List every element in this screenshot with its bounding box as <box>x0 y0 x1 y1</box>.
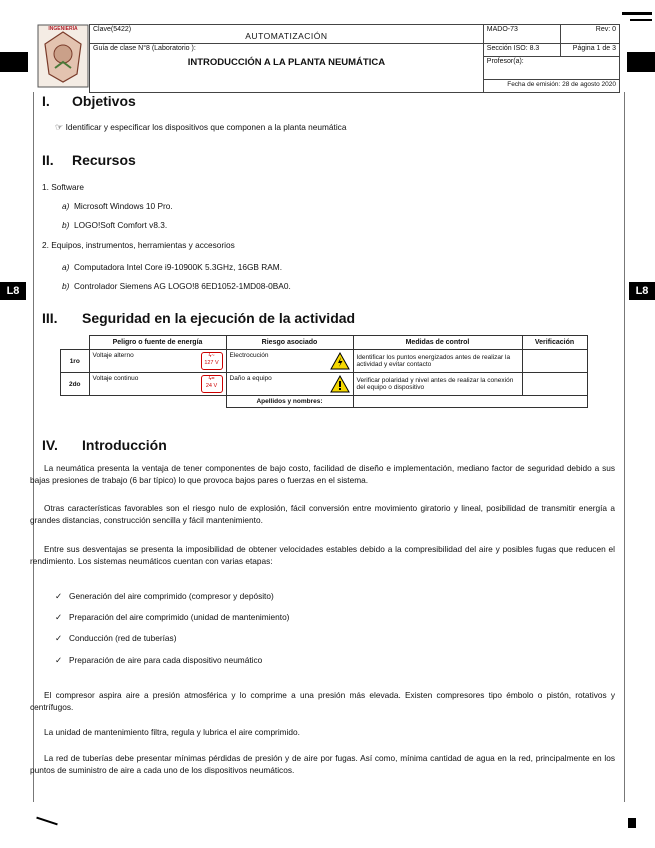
empty-header-cell <box>61 336 90 350</box>
paragraph-text: La neumática presenta la ventaja de tener componentes de bajo costo, facilidad de diseño e implementación, mediano factor de seguridad debido a sus bajas presiones de trabajo (6 bar típico) lo que provoca bajos pares o fuerzas en el sistema. <box>30 463 615 485</box>
section-iso: Sección ISO: 8.3 <box>486 45 540 52</box>
control-measure: Identificar los puntos energizados antes de realizar la actividad y evitar contacto <box>353 350 522 373</box>
item-letter: b) <box>62 220 70 230</box>
section-objectives-title <box>42 93 136 109</box>
risk-text: Daño a equipo <box>229 375 272 382</box>
objective-text: Identificar y especificar los dispositivos que componen a la planta neumática <box>65 122 347 132</box>
corner-mark-top-right <box>622 12 652 15</box>
lightning-icon: ϟ= <box>208 376 215 382</box>
energy-source: Voltaje alterno <box>92 352 134 359</box>
objective-item <box>55 121 346 133</box>
equipment-item <box>62 261 282 273</box>
side-tab-left: L8 <box>0 282 26 300</box>
subject-title: AUTOMATIZACIÓN <box>245 31 328 41</box>
table-row <box>61 350 588 373</box>
corner-mark-top-right-2 <box>630 19 652 21</box>
energy-source: Voltaje continuo <box>92 375 139 382</box>
section-number: I. <box>42 93 50 109</box>
energy-source-cell <box>89 350 226 373</box>
stage-item <box>55 612 289 622</box>
risk-cell <box>226 350 353 373</box>
corner-mark-bottom-left <box>36 817 58 826</box>
row-ordinal: 1ro <box>61 350 90 373</box>
page-border-right <box>624 92 625 802</box>
empty-cell <box>61 396 227 408</box>
names-field <box>353 396 587 408</box>
pointing-hand-icon: ☞ <box>55 122 66 132</box>
stage-item <box>55 655 262 665</box>
safety-table <box>60 335 588 408</box>
stage-text: Generación del aire comprimido (compresor y depósito) <box>69 591 274 601</box>
voltage-value: 24 V <box>205 383 218 389</box>
table-header: Medidas de control <box>353 336 522 350</box>
corner-bar-left <box>0 52 28 72</box>
check-icon: ✓ <box>55 612 62 622</box>
document-code: MADO-73 <box>486 26 518 33</box>
intro-paragraph <box>30 753 615 776</box>
intro-paragraph <box>30 463 615 486</box>
software-label: 1. Software <box>42 182 84 192</box>
paragraph-text: Otras características favorables son el riesgo nulo de explosión, fácil conversión entre movimiento giratorio y lineal, posibilidad de transmitir energía a grandes distancias, construcción sencilla y fácil mantenimiento. <box>30 503 615 525</box>
section-heading: Objetivos <box>72 93 136 109</box>
energy-source-cell <box>89 373 226 396</box>
stage-text: Preparación de aire para cada dispositivo neumático <box>69 655 263 665</box>
intro-paragraph <box>30 727 615 739</box>
names-label: Apellidos y nombres: <box>226 396 353 408</box>
corner-bar-right <box>627 52 655 72</box>
section-resources-title <box>42 152 136 168</box>
university-logo <box>37 24 89 88</box>
intro-paragraph <box>30 503 615 526</box>
lightning-icon: ϟ~ <box>208 353 215 359</box>
section-heading: Introducción <box>82 437 167 453</box>
paragraph-text: La red de tuberías debe presentar mínimas pérdidas de presión y de aire por fugas. Así como, mínima cantidad de agua en la red, principalmente en los puntos de suministro de aire a cada uno de los dispositivos neumáticos. <box>30 753 615 775</box>
voltage-warning-icon <box>201 375 223 393</box>
teacher-label: Profesor(a): <box>486 58 524 65</box>
page-number: Página 1 de 3 <box>572 45 616 52</box>
stage-item <box>55 591 274 601</box>
section-number: III. <box>42 310 58 326</box>
item-letter: b) <box>62 281 70 291</box>
section-heading: Recursos <box>72 152 136 168</box>
item-text: Microsoft Windows 10 Pro. <box>74 201 173 211</box>
check-icon: ✓ <box>55 633 62 643</box>
stage-text: Conducción (red de tuberías) <box>69 633 177 643</box>
intro-paragraph <box>30 544 615 567</box>
caution-warning-icon <box>330 375 350 393</box>
row-ordinal: 2do <box>61 373 90 396</box>
equipment-label: 2. Equipos, instrumentos, herramientas y accesorios <box>42 240 235 250</box>
high-voltage-warning-icon <box>330 352 350 370</box>
table-header: Verificación <box>522 336 587 350</box>
item-text: Computadora Intel Core i9-10900K 5.3GHz, 16GB RAM. <box>74 262 283 272</box>
stage-item <box>55 633 176 643</box>
voltage-warning-icon <box>201 352 223 370</box>
guide-title: INTRODUCCIÓN A LA PLANTA NEUMÁTICA <box>187 57 386 68</box>
voltage-value: 127 V <box>204 360 219 366</box>
software-item <box>62 219 167 231</box>
side-tab-right: L8 <box>629 282 655 300</box>
header-table <box>89 24 620 93</box>
software-item <box>62 200 173 212</box>
verification-cell <box>522 373 587 396</box>
table-header: Riesgo asociado <box>226 336 353 350</box>
section-intro-title <box>42 437 167 453</box>
item-letter: a) <box>62 201 70 211</box>
stage-text: Preparación del aire comprimido (unidad de mantenimiento) <box>69 612 290 622</box>
check-icon: ✓ <box>55 591 62 601</box>
table-row <box>61 373 588 396</box>
table-header: Peligro o fuente de energía <box>89 336 226 350</box>
section-number: IV. <box>42 437 58 453</box>
control-measure: Verificar polaridad y nivel antes de realizar la conexión del equipo o dispositivo <box>353 373 522 396</box>
clave-code: Clave(5422) <box>93 26 132 33</box>
section-heading: Seguridad en la ejecución de la actividad <box>82 310 356 326</box>
corner-mark-bottom-right <box>628 818 636 828</box>
logo-text: INGENIERÍA <box>48 26 78 32</box>
equipment-item <box>62 280 291 292</box>
risk-cell <box>226 373 353 396</box>
item-letter: a) <box>62 262 70 272</box>
paragraph-text: La unidad de mantenimiento filtra, regula y lubrica el aire comprimido. <box>44 727 300 737</box>
section-number: II. <box>42 152 54 168</box>
paragraph-text: Entre sus desventajas se presenta la imposibilidad de obtener velocidades estables debido a la compresibilidad del aire y posibles fugas que reducen el rendimiento. Los sistemas neumáticos cuentan con varias etapas: <box>30 544 615 566</box>
verification-cell <box>522 350 587 373</box>
intro-paragraph <box>30 690 615 713</box>
item-text: Controlador Siemens AG LOGO!8 6ED1052-1MD08-0BA0. <box>74 281 291 291</box>
risk-text: Electrocución <box>229 352 269 359</box>
emission-date: Fecha de emisión: 28 de agosto 2020 <box>507 81 616 88</box>
section-safety-title <box>42 310 355 326</box>
check-icon: ✓ <box>55 655 62 665</box>
paragraph-text: El compresor aspira aire a presión atmosférica y lo comprime a una presión más elevada. Existen compresores tipo émbolo o pistón, rotativos y centrífugos. <box>30 690 615 712</box>
revision: Rev: 0 <box>595 26 616 33</box>
item-text: LOGO!Soft Comfort v8.3. <box>74 220 168 230</box>
guide-label: Guía de clase N°8 (Laboratorio ): <box>93 45 196 52</box>
